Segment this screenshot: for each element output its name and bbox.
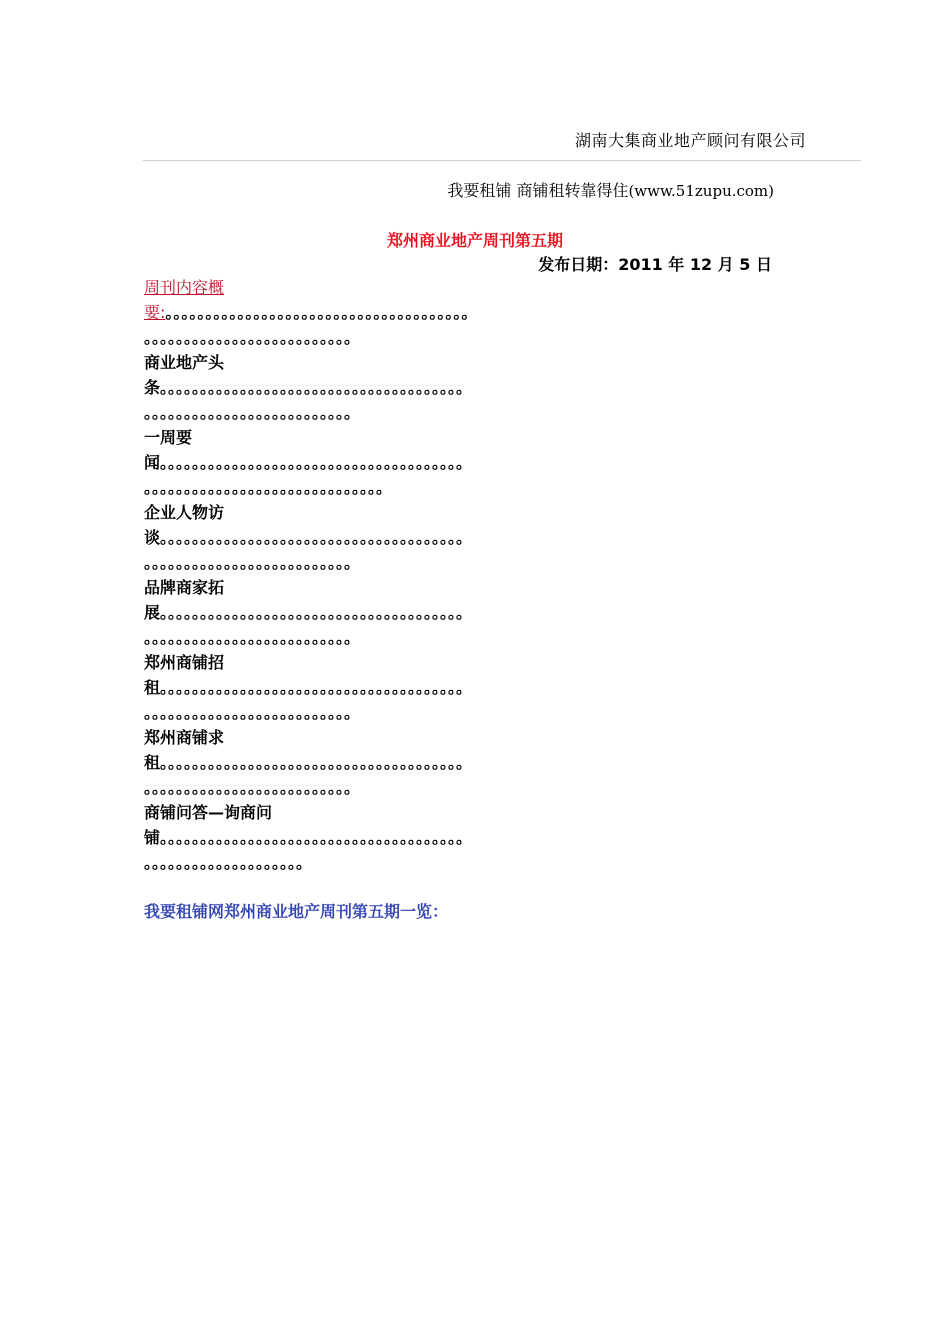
toc-entry-line2[interactable] <box>144 375 764 400</box>
toc-entry-line1[interactable]: 郑州商铺招 <box>144 653 225 672</box>
header-divider <box>143 160 861 161</box>
toc-entry-text[interactable]: 闻 <box>144 453 161 472</box>
toc-entry-line2[interactable] <box>144 450 764 475</box>
toc-entry-text[interactable]: 展 <box>144 603 161 622</box>
toc-entry-line1[interactable]: 企业人物访 <box>144 503 225 522</box>
dot-leader: 。。。。。。。。。。。。。。。。。。。。。。。。。。。。。。。。。。。。。。 <box>160 453 473 472</box>
table-of-contents <box>144 275 764 875</box>
toc-entry-text[interactable]: 铺 <box>144 828 161 847</box>
dot-leader-line <box>144 700 764 725</box>
dot-leader: 。。。。。。。。。。。。。。。。。。。。 <box>144 853 313 872</box>
toc-entry[interactable] <box>144 575 764 650</box>
toc-entry-text[interactable]: 租 <box>144 753 161 772</box>
toc-entry-line1[interactable]: 郑州商铺求 <box>144 728 225 747</box>
toc-entry-text[interactable]: 谈 <box>144 528 161 547</box>
toc-entry[interactable] <box>144 800 764 875</box>
toc-summary-line1[interactable]: 周刊内容概 <box>144 278 225 297</box>
dot-leader: 。。。。。。。。。。。。。。。。。。。。。。。。。。 <box>144 703 361 722</box>
toc-entry[interactable] <box>144 725 764 800</box>
toc-entry-line1[interactable]: 商铺问答—询商问 <box>144 803 273 822</box>
dot-leader: 。。。。。。。。。。。。。。。。。。。。。。。。。。。。。。。。。。。。。。 <box>165 303 478 322</box>
toc-entry-line2[interactable] <box>144 675 764 700</box>
dot-leader: 。。。。。。。。。。。。。。。。。。。。。。。。。。 <box>144 553 361 572</box>
toc-summary-line2[interactable] <box>144 300 764 325</box>
toc-entry-line1[interactable]: 一周要 <box>144 428 193 447</box>
dot-leader: 。。。。。。。。。。。。。。。。。。。。。。。。。。。。。。。。。。。。。。 <box>160 678 473 697</box>
toc-entry-line2[interactable] <box>144 600 764 625</box>
toc-summary[interactable] <box>144 275 764 350</box>
toc-entry-text[interactable]: 租 <box>144 678 161 697</box>
dot-leader-line <box>144 775 764 800</box>
toc-entry-line2[interactable] <box>144 750 764 775</box>
overview-heading: 我要租铺网郑州商业地产周刊第五期一览： <box>144 902 449 921</box>
dot-leader: 。。。。。。。。。。。。。。。。。。。。。。。。。。 <box>144 328 361 347</box>
tagline-text: 我要租铺 商铺租转靠得住 <box>447 181 629 200</box>
dot-leader: 。。。。。。。。。。。。。。。。。。。。。。。。。。 <box>144 778 361 797</box>
dot-leader: 。。。。。。。。。。。。。。。。。。。。。。。。。。。。。。。。。。。。。。 <box>160 603 473 622</box>
toc-entry-line1[interactable]: 品牌商家拓 <box>144 578 225 597</box>
toc-entry[interactable] <box>144 350 764 425</box>
toc-entry-line2[interactable] <box>144 525 764 550</box>
toc-entry[interactable] <box>144 500 764 575</box>
company-name: 湖南大集商业地产顾问有限公司 <box>574 131 806 150</box>
dot-leader-line <box>144 400 764 425</box>
dot-leader: 。。。。。。。。。。。。。。。。。。。。。。。。。。 <box>144 628 361 647</box>
dot-leader-line <box>144 850 764 875</box>
toc-summary-sep: : <box>160 303 166 322</box>
dot-leader-line <box>144 325 764 350</box>
dot-leader-line <box>144 625 764 650</box>
dot-leader: 。。。。。。。。。。。。。。。。。。。。。。。。。。。。。。。。。。。。。。 <box>160 828 473 847</box>
toc-entry-line2[interactable] <box>144 825 764 850</box>
tagline-url[interactable]: (www.51zupu.com) <box>628 182 774 200</box>
publish-date: 发布日期：2011 年 12 月 5 日 <box>538 255 772 274</box>
toc-entry[interactable] <box>144 425 764 500</box>
dot-leader: 。。。。。。。。。。。。。。。。。。。。。。。。。。。。。。。。。。。。。。 <box>160 378 473 397</box>
dot-leader-line <box>144 475 764 500</box>
toc-entry[interactable] <box>144 650 764 725</box>
dot-leader: 。。。。。。。。。。。。。。。。。。。。。。。。。。。。。。 <box>144 478 393 497</box>
toc-summary-text[interactable]: 要 <box>144 303 161 322</box>
dot-leader: 。。。。。。。。。。。。。。。。。。。。。。。。。。 <box>144 403 361 422</box>
toc-entry-line1[interactable]: 商业地产头 <box>144 353 225 372</box>
dot-leader-line <box>144 550 764 575</box>
tagline <box>447 178 774 201</box>
dot-leader: 。。。。。。。。。。。。。。。。。。。。。。。。。。。。。。。。。。。。。。 <box>160 753 473 772</box>
dot-leader: 。。。。。。。。。。。。。。。。。。。。。。。。。。。。。。。。。。。。。。 <box>160 528 473 547</box>
document-title: 郑州商业地产周刊第五期 <box>386 231 563 250</box>
toc-entry-text[interactable]: 条 <box>144 378 161 397</box>
